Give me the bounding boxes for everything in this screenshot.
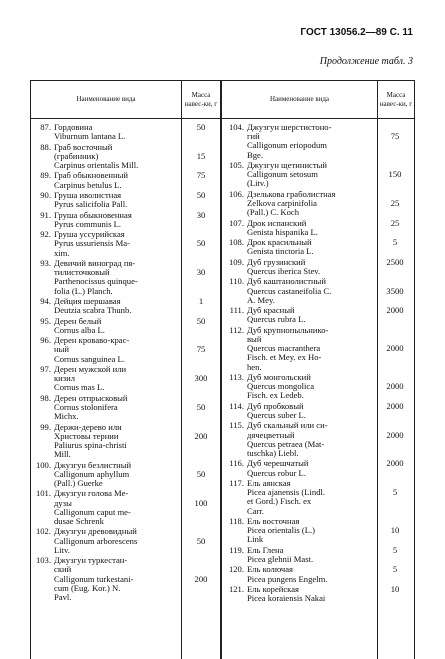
species-name xyxy=(247,402,365,420)
species-name xyxy=(54,191,172,209)
species-name-line: Deutzia scabra Thunb. xyxy=(54,305,132,316)
species-name xyxy=(54,259,172,296)
species-name-line: Дуб монгольский xyxy=(247,372,311,382)
sample-mass: 50 xyxy=(196,535,206,546)
species-name-line: Pyrus communis L. xyxy=(54,218,122,229)
species-name-line: Дерен мужской или xyxy=(54,364,127,374)
species-name-line: Дрок красильный xyxy=(247,237,312,248)
table-continuation-note: Продолжение табл. 3 xyxy=(319,56,413,67)
species-name xyxy=(247,219,365,237)
species-name-line: Джузгун щетинистый xyxy=(247,160,327,170)
species-name xyxy=(247,306,365,324)
sample-mass: 75 xyxy=(390,131,400,142)
species-name-line: Ель корейская xyxy=(247,584,299,594)
entry-number: 103. xyxy=(35,555,51,566)
species-name-line: A. Mey. xyxy=(247,294,275,305)
species-name-line: гий xyxy=(247,131,260,142)
species-name xyxy=(247,190,365,218)
species-name xyxy=(54,336,172,364)
species-name-line: Parthenocissus quinque- xyxy=(54,276,138,287)
species-name-line: Дзелькова граболистная xyxy=(247,188,336,199)
species-name xyxy=(247,123,365,160)
species-name-line: Quercus petraea (Mat- xyxy=(247,438,325,449)
entry-number: 121. xyxy=(228,584,244,594)
entry-number: 104. xyxy=(228,122,244,132)
entry-number: 106. xyxy=(228,188,244,199)
species-name xyxy=(54,394,172,422)
species-name-line: Picea glehnii Mast. xyxy=(247,554,314,564)
species-name xyxy=(247,373,365,401)
sample-mass: 200 xyxy=(194,573,208,584)
species-name-line: Viburnum lantana L. xyxy=(54,131,126,142)
sample-mass: 5 xyxy=(392,487,398,498)
species-name xyxy=(54,461,172,489)
species-name xyxy=(54,171,172,189)
species-name-line: Quercus castaneifolia C. xyxy=(247,285,332,296)
entry-number: 110. xyxy=(229,276,244,287)
col-rule xyxy=(181,81,182,659)
species-name xyxy=(54,143,172,171)
species-name-line: Cornus sanguinea L. xyxy=(54,353,125,364)
species-name-line: Picea ajanensis (Lindl. xyxy=(247,487,326,498)
species-name xyxy=(54,211,172,229)
sample-mass: 15 xyxy=(196,150,206,161)
sample-mass: 50 xyxy=(196,238,206,249)
species-name-line: Picea koraiensis Nakai xyxy=(247,593,326,604)
entry-number: 92. xyxy=(40,229,51,240)
sample-mass: 5 xyxy=(392,237,398,248)
species-name-line: Ель восточная xyxy=(247,516,300,526)
species-name-line: Дуб пробковый xyxy=(247,400,304,411)
entry-number: 96. xyxy=(40,335,51,346)
sample-mass: 2000 xyxy=(386,343,404,354)
species-name-line: Христовы тернии xyxy=(54,430,119,441)
sample-mass: 50 xyxy=(196,315,206,326)
species-name-line: Bge. xyxy=(247,149,263,160)
species-name-line: Picea pungens Engelm. xyxy=(247,573,328,584)
col-header-name-left: Наименование вида xyxy=(76,95,136,104)
species-name xyxy=(247,459,365,477)
species-name xyxy=(247,161,365,189)
species-name xyxy=(54,317,172,335)
species-name xyxy=(247,238,365,256)
species-name-line: Дейция шершавая xyxy=(54,296,121,306)
species-name xyxy=(247,585,365,603)
entry-number: 119. xyxy=(229,544,244,555)
entry-number: 115. xyxy=(229,420,244,431)
entry-number: 111. xyxy=(229,305,244,316)
entry-number: 101. xyxy=(35,488,51,499)
species-name-line: Дуб крупнопыльнико- xyxy=(247,324,329,335)
species-name xyxy=(54,423,172,460)
species-name-line: et Gord.) Fisch. ex xyxy=(247,496,312,507)
col-header-mass-left: Масса навес-ки, г xyxy=(184,91,218,108)
species-name-line: вый xyxy=(247,334,262,344)
species-name-line: Дуб красный xyxy=(247,305,295,316)
species-name-line: folia (L.) Planch. xyxy=(54,285,113,296)
col-header-mass-right: Масса навес-ки, г xyxy=(379,91,413,108)
species-name-line: Джузгун голова Ме- xyxy=(54,488,129,499)
entry-number: 118. xyxy=(229,516,244,526)
entry-number: 116. xyxy=(229,458,244,469)
species-name-line: Граб восточный xyxy=(54,141,113,152)
species-name-line: Ель колючая xyxy=(247,564,293,575)
species-name-line: Cornus stolonifera xyxy=(54,402,118,412)
species-name-line: Джузгун древовидный xyxy=(54,526,137,537)
sample-mass: 2000 xyxy=(386,305,404,316)
species-name xyxy=(54,556,172,602)
species-name-line: Джузгун безлистный xyxy=(54,459,132,470)
entry-number: 94. xyxy=(40,296,51,306)
species-name-line: Mill. xyxy=(54,449,71,460)
species-name-line: Carpinus betulus L. xyxy=(54,179,122,190)
species-name-line: дячецветный xyxy=(247,429,295,440)
species-name-line: Дерен белый xyxy=(54,315,102,326)
species-name-line: Pyrus ussuriensis Ma- xyxy=(54,238,130,249)
species-name-line: Calligonum setosum xyxy=(247,169,318,180)
entry-number: 114. xyxy=(229,400,244,411)
species-name-line: (Pall.) C. Koch xyxy=(247,207,300,218)
sample-mass: 2000 xyxy=(386,400,404,411)
sample-mass: 10 xyxy=(390,525,400,536)
species-name-line: Quercus macranthera xyxy=(247,343,321,354)
species-name-line: Дуб грузинский xyxy=(247,256,306,267)
entry-number: 90. xyxy=(40,190,51,200)
entry-number: 93. xyxy=(40,258,51,268)
entry-number: 91. xyxy=(40,209,51,220)
species-name-line: Quercus robur L. xyxy=(247,467,306,478)
entry-number: 87. xyxy=(40,122,51,132)
sample-mass: 75 xyxy=(196,170,206,181)
species-name-line: Michx. xyxy=(54,411,79,422)
species-name-line: тилисточковый xyxy=(54,267,110,278)
sample-mass: 50 xyxy=(196,468,206,479)
sample-mass: 50 xyxy=(196,122,206,132)
entry-number: 99. xyxy=(40,421,51,432)
sample-mass: 5 xyxy=(392,544,398,555)
entry-number: 89. xyxy=(40,170,51,181)
species-name-line: tuschka) Liebl. xyxy=(247,448,299,458)
species-name-line: Link xyxy=(247,534,264,545)
species-table xyxy=(30,80,415,659)
species-name xyxy=(54,365,172,393)
species-name xyxy=(54,297,172,315)
species-name-line: Calligonum eriopodum xyxy=(247,140,327,151)
species-name-line: кизил xyxy=(54,373,76,384)
species-name-line: Calligonum aphyllum xyxy=(54,468,130,479)
species-name-line: Paliurus spina-christi xyxy=(54,440,127,450)
species-name-line: Дерен отпрысковый xyxy=(54,392,128,403)
species-name-line: Джузгун шерстистоно- xyxy=(247,122,332,132)
species-name xyxy=(247,326,365,372)
species-name-line: Pyrus salicifolia Pall. xyxy=(54,199,128,210)
entry-number: 95. xyxy=(40,315,51,326)
entry-number: 117. xyxy=(229,478,244,488)
sample-mass: 300 xyxy=(194,373,208,384)
species-name-line: Дуб скальный или си- xyxy=(247,420,328,431)
species-name-line: Cornus alba L. xyxy=(54,324,105,335)
species-name-line: Quercus mongolica xyxy=(247,381,315,392)
species-name-line: Дуб черешчатый xyxy=(247,458,309,469)
species-name-line: Граб обыкновенный xyxy=(54,170,128,181)
species-name xyxy=(247,546,365,564)
sample-mass: 2000 xyxy=(386,381,404,392)
sample-mass: 5 xyxy=(392,564,398,575)
species-name-line: Fisch. et Mey. ex Ho- xyxy=(247,352,322,363)
sample-mass: 2000 xyxy=(386,458,404,469)
entry-number: 113. xyxy=(229,372,244,382)
species-name-line: дузы xyxy=(54,497,72,508)
species-name xyxy=(247,479,365,516)
species-name-line: Calligonum turkestani- xyxy=(54,573,134,584)
species-name-line: Ель Глена xyxy=(247,544,284,555)
species-name-line: Дерен кроваво-крас- xyxy=(54,335,130,346)
page-header: ГОСТ 13056.2—89 С. 11 xyxy=(300,27,413,38)
species-name xyxy=(247,258,365,276)
species-name xyxy=(54,230,172,258)
species-name xyxy=(54,123,172,141)
species-name-line: (Litv.) xyxy=(247,178,269,189)
sample-mass: 2000 xyxy=(386,429,404,440)
species-name-line: dusae Schrenk xyxy=(54,516,104,526)
entry-number: 98. xyxy=(40,392,51,403)
sample-mass: 3500 xyxy=(386,285,404,296)
species-name-line: ский xyxy=(54,564,72,575)
sample-mass: 25 xyxy=(390,197,400,208)
sample-mass: 2500 xyxy=(386,256,404,267)
species-name-line: Ель аянская xyxy=(247,478,291,488)
species-name-line: Девичий виноград пя- xyxy=(54,258,136,268)
sample-mass: 50 xyxy=(196,190,206,200)
species-name-line: Pavl. xyxy=(54,592,72,602)
species-name xyxy=(247,277,365,305)
entry-number: 107. xyxy=(228,217,244,228)
entry-number: 109. xyxy=(228,256,244,267)
species-name xyxy=(247,421,365,458)
species-name-line: Genista hispanika L. xyxy=(247,226,318,237)
sample-mass: 1 xyxy=(198,296,204,306)
sample-mass: 200 xyxy=(194,430,208,441)
species-name-line: Quercus rubra L. xyxy=(247,314,306,325)
species-name xyxy=(247,517,365,545)
species-name-line: Гордовина xyxy=(54,122,93,132)
species-name-line: Груша уссурийская xyxy=(54,229,125,240)
species-name-line: Груша иволистная xyxy=(54,190,122,200)
entry-number: 105. xyxy=(228,160,244,170)
species-name-line: Calligonum caput me- xyxy=(54,506,131,517)
species-name-line: hen. xyxy=(247,361,262,372)
species-name-line: Calligonum arborescens xyxy=(54,535,138,546)
entry-number: 97. xyxy=(40,364,51,374)
species-name-line: Quercus suber L. xyxy=(247,410,306,420)
sample-mass: 50 xyxy=(196,401,206,412)
species-name-line: Джузгун туркестан- xyxy=(54,555,128,566)
species-name-line: Zelkova carpinifolia xyxy=(247,198,317,208)
entry-number: 112. xyxy=(229,324,244,335)
header-rule xyxy=(31,118,414,119)
species-name-line: Дрок испанский xyxy=(247,217,307,228)
species-name-line: Picea orientalis (L.) xyxy=(247,525,316,536)
sample-mass: 10 xyxy=(390,584,400,594)
species-name-line: Carpinus orientalis Mill. xyxy=(54,160,139,170)
sample-mass: 75 xyxy=(196,344,206,355)
species-name-line: xim. xyxy=(54,247,70,258)
species-name-line: ный xyxy=(54,344,69,355)
sample-mass: 30 xyxy=(196,209,206,220)
sample-mass: 25 xyxy=(390,217,400,228)
species-name-line: cum (Eug. Kor.) N. xyxy=(54,582,121,593)
col-header-name-right: Наименование вида xyxy=(269,95,330,104)
species-name-line: Дуб каштанолистный xyxy=(247,276,326,287)
species-name-line: Genista tinctoria L. xyxy=(247,246,314,257)
species-name xyxy=(247,565,365,583)
sample-mass: 100 xyxy=(194,497,208,508)
species-name-line: (Pall.) Guerke xyxy=(54,478,103,488)
species-name-line: Держи-дерево или xyxy=(54,421,122,432)
sample-mass: 30 xyxy=(196,267,206,278)
species-name-line: Litv. xyxy=(54,544,70,555)
entry-number: 120. xyxy=(228,564,244,575)
species-name-line: (грабинник) xyxy=(54,150,99,161)
species-name-line: Carr. xyxy=(247,505,264,516)
sample-mass: 150 xyxy=(388,169,402,180)
entry-number: 102. xyxy=(35,526,51,537)
entry-number: 88. xyxy=(40,141,51,152)
species-name xyxy=(54,489,172,526)
species-name-line: Fisch. ex Ledeb. xyxy=(247,390,304,401)
entry-number: 108. xyxy=(228,237,244,248)
species-name-line: Cornus mas L. xyxy=(54,382,105,393)
species-name xyxy=(54,527,172,555)
species-name-line: Груша обыкновенная xyxy=(54,209,132,220)
entry-number: 100. xyxy=(35,459,51,470)
species-name-line: Quercus iberica Stev. xyxy=(247,266,321,276)
